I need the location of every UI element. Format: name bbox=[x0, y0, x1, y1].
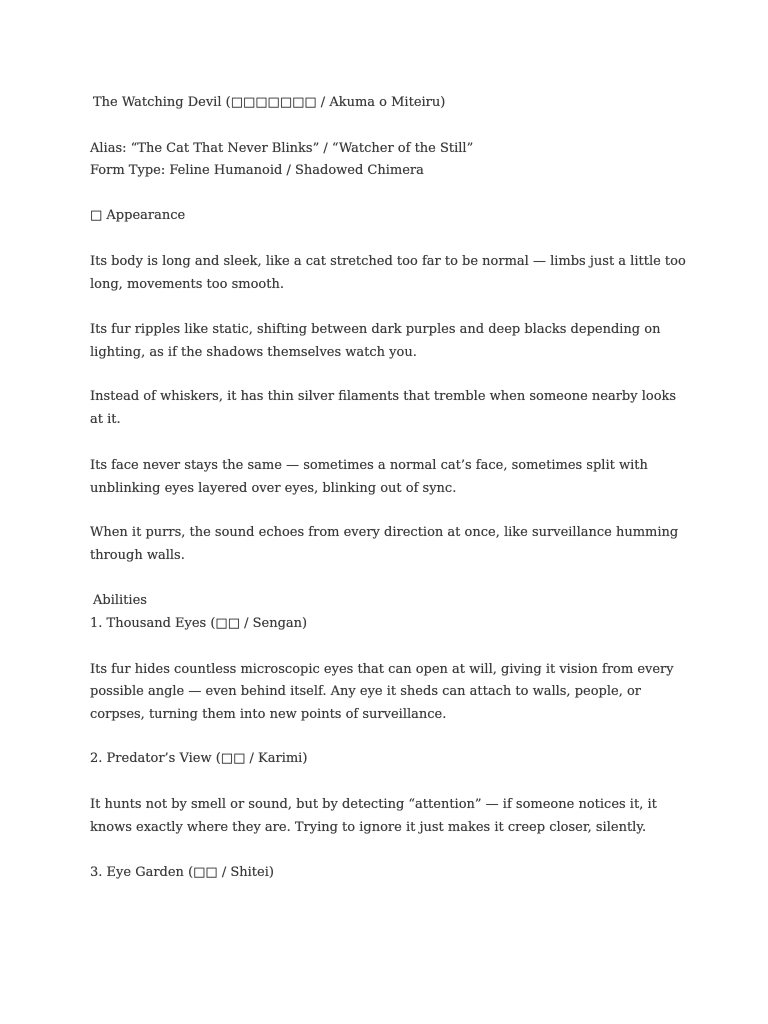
form-type-line: Form Type: Feline Humanoid / Shadowed Chimera bbox=[90, 163, 424, 178]
appearance-paragraph-2-line-1: Its fur ripples like static, shifting between dark purples and deep blacks depending on bbox=[90, 322, 661, 337]
ability-2-text-line-1: It hunts not by smell or sound, but by detecting “attention” — if someone notices it, it bbox=[90, 797, 657, 812]
appearance-paragraph-3-line-1: Instead of whiskers, it has thin silver filaments that tremble when someone nearby looks bbox=[90, 389, 677, 404]
appearance-paragraph-5-line-2: through walls. bbox=[90, 548, 185, 563]
appearance-heading: □ Appearance bbox=[90, 208, 186, 223]
ability-1-text-line-2: possible angle — even behind itself. Any eye it sheds can attach to walls, people, or bbox=[90, 684, 642, 699]
appearance-paragraph-4-line-2: unblinking eyes layered over eyes, blinking out of sync. bbox=[90, 481, 457, 496]
ability-2-text-line-2: knows exactly where they are. Trying to ignore it just makes it creep closer, silently. bbox=[90, 820, 647, 835]
appearance-paragraph-3-line-2: at it. bbox=[90, 412, 121, 427]
appearance-paragraph-1-line-2: long, movements too smooth. bbox=[90, 277, 284, 292]
alias-line: Alias: “The Cat That Never Blinks” / “Watcher of the Still” bbox=[90, 141, 474, 156]
appearance-paragraph-1-line-1: Its body is long and sleek, like a cat stretched too far to be normal — limbs just a little too bbox=[90, 254, 686, 269]
ability-1-text-line-3: corpses, turning them into new points of surveillance. bbox=[90, 707, 447, 722]
document-title: The Watching Devil (□□□□□□□ / Akuma o Miteiru) bbox=[93, 95, 446, 110]
abilities-heading: Abilities bbox=[93, 593, 147, 608]
appearance-paragraph-5-line-1: When it purrs, the sound echoes from every direction at once, like surveillance humming bbox=[90, 525, 679, 540]
ability-1-text-line-1: Its fur hides countless microscopic eyes that can open at will, giving it vision from every bbox=[90, 662, 674, 677]
ability-2-title: 2. Predator’s View (□□ / Karimi) bbox=[90, 751, 308, 766]
appearance-paragraph-4-line-1: Its face never stays the same — sometimes a normal cat’s face, sometimes split with bbox=[90, 458, 648, 473]
ability-3-title: 3. Eye Garden (□□ / Shitei) bbox=[90, 865, 274, 880]
appearance-paragraph-2-line-2: lighting, as if the shadows themselves watch you. bbox=[90, 345, 417, 360]
ability-1-title: 1. Thousand Eyes (□□ / Sengan) bbox=[90, 616, 308, 631]
